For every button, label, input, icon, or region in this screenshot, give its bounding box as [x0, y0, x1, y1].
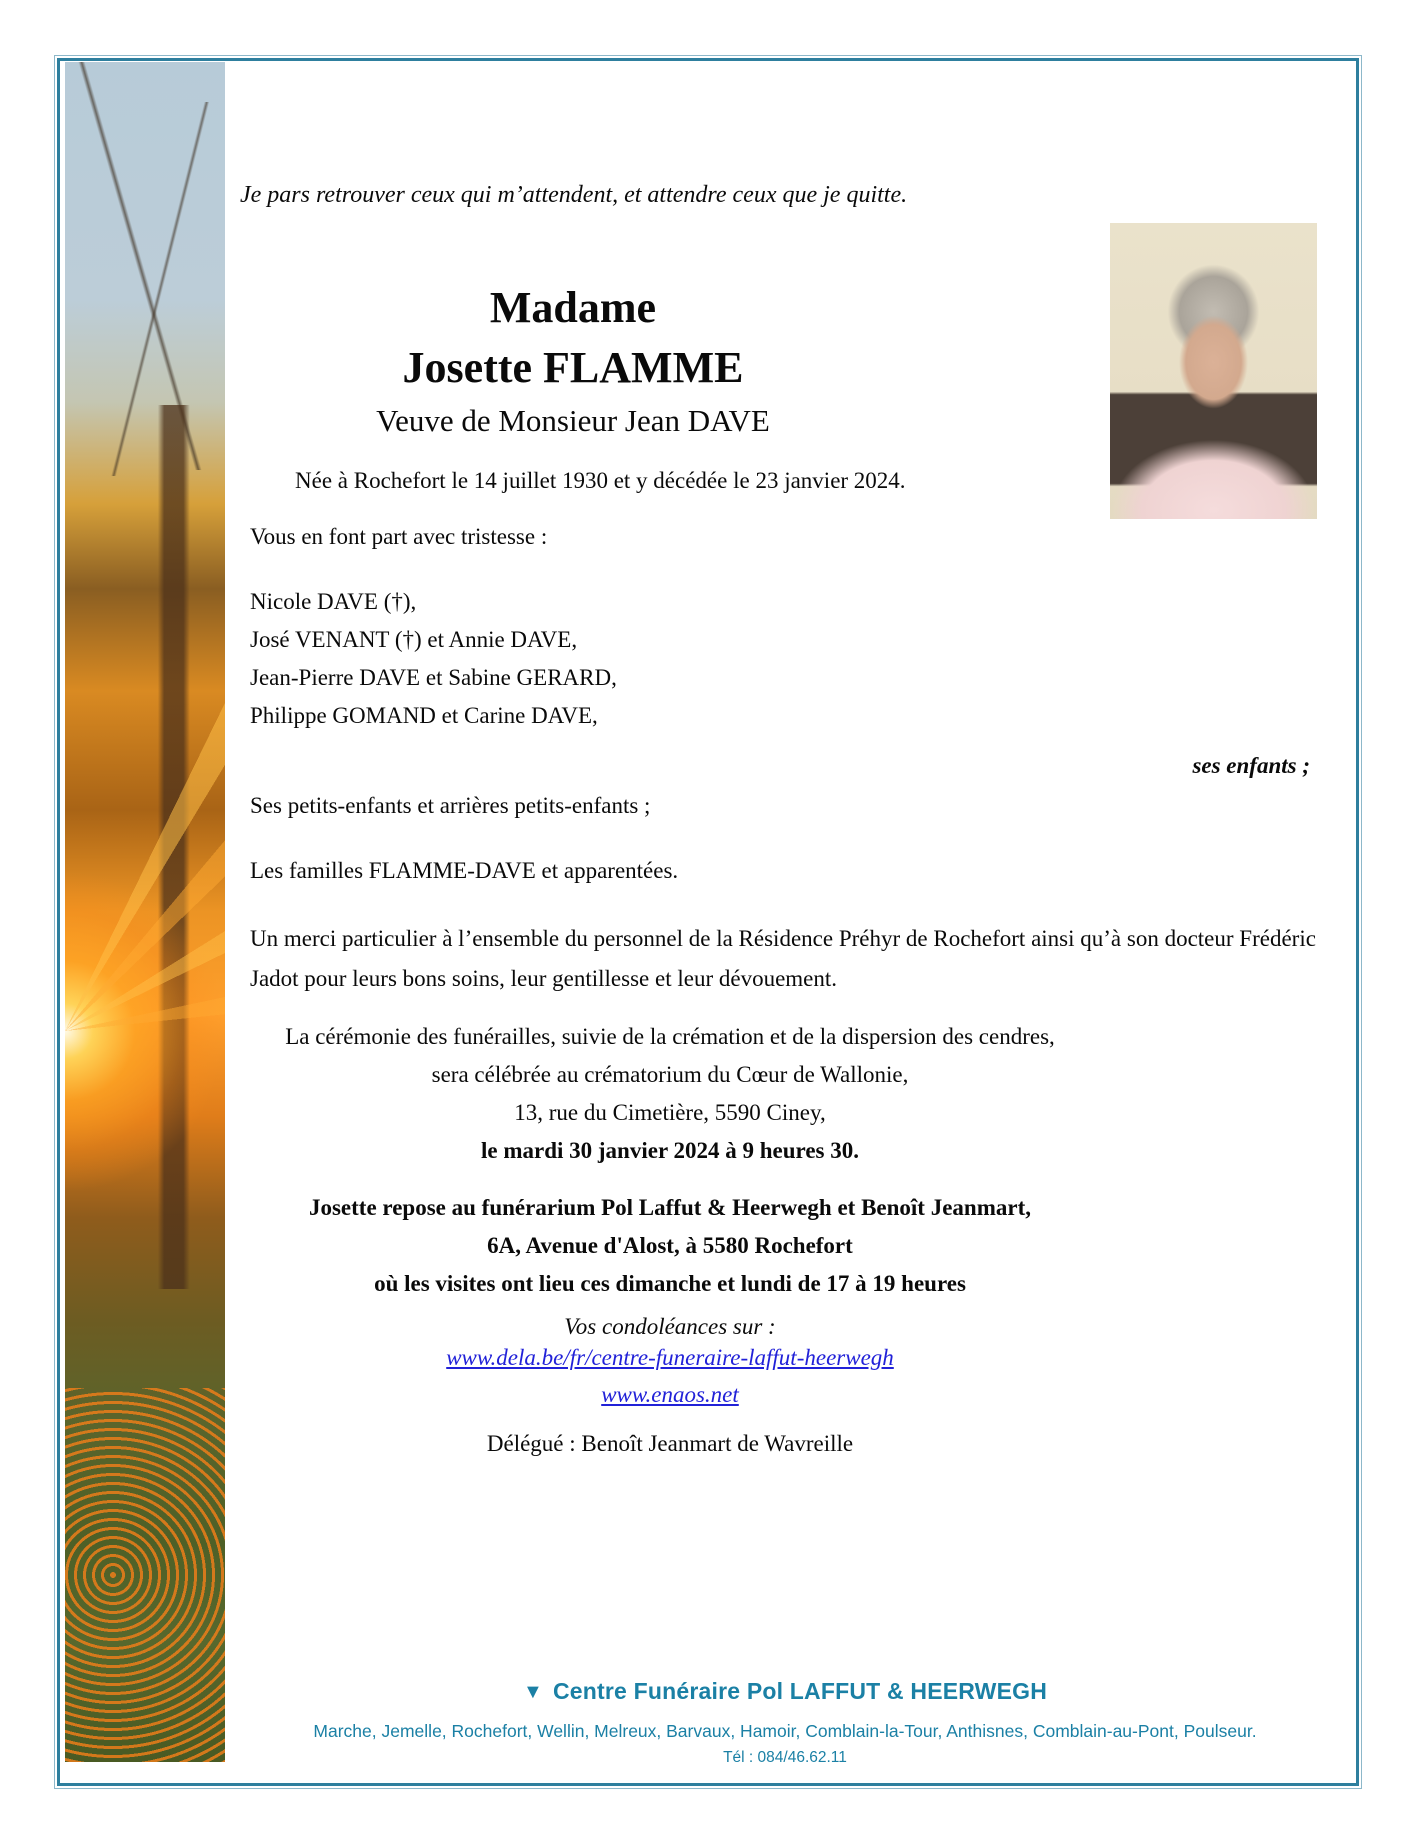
thanks-paragraph: Un merci particulier à l’ensemble du personnel de la Résidence Préhyr de Rochefort ainsi qu’à son docteur Frédéric Jadot pour leurs bons soins, leur gentillesse et leur dévouement. [250, 926, 1316, 991]
families-line: Les familles FLAMME-DAVE et apparentées. [250, 858, 679, 883]
condolences-link-wrapper [230, 1382, 1110, 1408]
deceased-name: Josette FLAMME [402, 343, 744, 392]
ceremony-line: La cérémonie des funérailles, suivie de la crémation et de la dispersion des cendres, [285, 1024, 1055, 1049]
ceremony-line: sera célébrée au crématorium du Cœur de Wallonie, [431, 1062, 909, 1087]
title-madame: Madame [489, 283, 657, 332]
widow-subtitle: Veuve de Monsieur Jean DAVE [376, 403, 770, 438]
repose-line: 6A, Avenue d'Alost, à 5580 Rochefort [487, 1233, 853, 1258]
family-name-row: Philippe GOMAND et Carine DAVE, [250, 703, 598, 728]
repose-block [230, 1189, 1110, 1303]
family-name-row: José VENANT (†) et Annie DAVE, [250, 627, 578, 652]
family-name-row: Jean-Pierre DAVE et Sabine GERARD, [250, 665, 617, 690]
opening-quote: Je pars retrouver ceux qui m’attendent, et attendre ceux que je quitte. [240, 182, 908, 208]
funeral-home-phone: Tél : 084/46.62.11 [723, 1749, 847, 1766]
repose-line: Josette repose au funérarium Pol Laffut & Heerwegh et Benoît Jeanmart, [308, 1195, 1031, 1220]
condolences-link-enaos[interactable]: www.enaos.net [601, 1382, 739, 1407]
birth-death-line: Née à Rochefort le 14 juillet 1930 et y décédée le 23 janvier 2024. [295, 468, 906, 493]
ceremony-date-line: le mardi 30 janvier 2024 à 9 heures 30. [481, 1138, 859, 1163]
ceremony-line: 13, rue du Cimetière, 5590 Ciney, [514, 1100, 826, 1125]
funeral-home-name: Centre Funéraire Pol LAFFUT & HEERWEGH [552, 1678, 1048, 1704]
portrait-photo [1110, 223, 1317, 519]
grandchildren-line: Ses petits-enfants et arrières petits-enfants ; [250, 793, 651, 818]
funeral-home-title [225, 1678, 1345, 1705]
announcement-line: Vous en font part avec tristesse : [250, 524, 548, 549]
family-name-row: Nicole DAVE (†), [250, 589, 417, 614]
autumn-photo-strip [65, 62, 225, 1762]
delegate-line: Délégué : Benoît Jeanmart de Wavreille [486, 1431, 854, 1456]
condolences-link-dela[interactable]: www.dela.be/fr/centre-funeraire-laffut-heerwegh [446, 1345, 894, 1370]
funeral-home-locations: Marche, Jemelle, Rochefort, Wellin, Melreux, Barvaux, Hamoir, Comblain-la-Tour, Anthisnes, Comblain-au-Pont, Poulseur. [313, 1721, 1257, 1741]
condolences-link-wrapper [230, 1345, 1110, 1371]
triangle-down-icon: ▼ [522, 1681, 543, 1703]
heading-block [228, 278, 918, 444]
repose-line: où les visites ont lieu ces dimanche et lundi de 17 à 19 heures [374, 1271, 966, 1296]
family-names-list [250, 583, 617, 735]
children-label: ses enfants ; [1192, 753, 1310, 778]
condolences-label: Vos condoléances sur : [564, 1314, 776, 1339]
ceremony-block [230, 1018, 1110, 1170]
